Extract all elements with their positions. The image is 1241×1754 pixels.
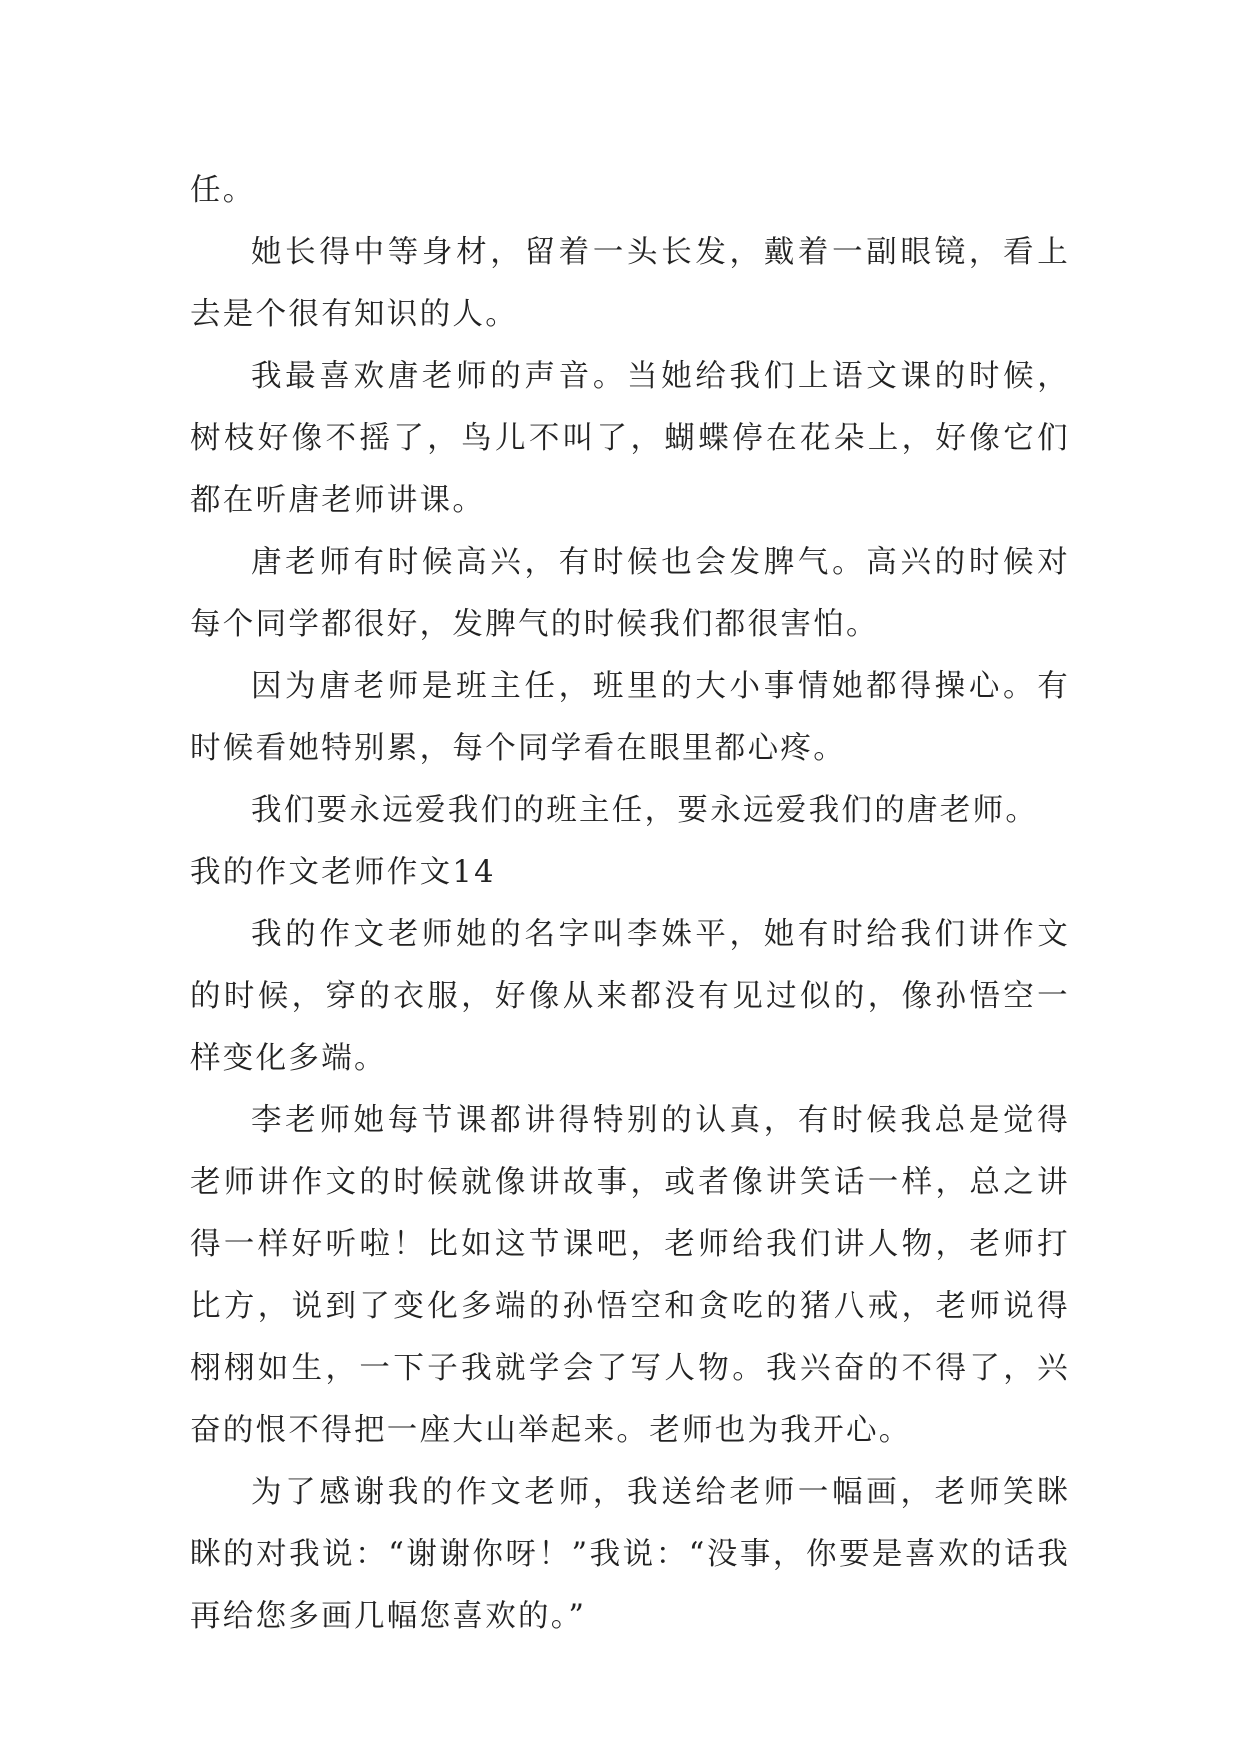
paragraph-teaching: 李老师她每节课都讲得特别的认真，有时候我总是觉得老师讲作文的时候就像讲故事，或者像讲笑话一样，总之讲得一样好听啦！比如这节课吧，老师给我们讲人物，老师打比方，说到了变化多端的孙悟空和贪吃的猪八戒，老师说得栩栩如生，一下子我就学会了写人物。我兴奋的不得了，兴奋的恨不得把一座大山举起来。老师也为我开心。 — [190, 1103, 1070, 1448]
paragraph-gift: 为了感谢我的作文老师，我送给老师一幅画，老师笑眯眯的对我说：“谢谢你呀！”我说：“没事，你要是喜欢的话我再给您多画几幅您喜欢的。” — [190, 1475, 1070, 1634]
essay-heading: 我的作文老师作文14 — [190, 855, 496, 890]
paragraph-teacher-name: 我的作文老师她的名字叫李姝平，她有时给我们讲作文的时候，穿的衣服，好像从来都没有见过似的，像孙悟空一样变化多端。 — [190, 917, 1070, 1076]
paragraph-voice: 我最喜欢唐老师的声音。当她给我们上语文课的时候，树枝好像不摇了，鸟儿不叫了，蝴蝶停在花朵上，好像它们都在听唐老师讲课。 — [190, 359, 1070, 518]
paragraph-love: 我们要永远爱我们的班主任，要永远爱我们的唐老师。 — [251, 793, 1039, 828]
paragraph-temper: 唐老师有时候高兴，有时候也会发脾气。高兴的时候对每个同学都很好，发脾气的时候我们都很害怕。 — [190, 545, 1070, 642]
paragraph-continuation: 任。 — [190, 173, 256, 208]
paragraph-head-teacher: 因为唐老师是班主任，班里的大小事情她都得操心。有时候看她特别累，每个同学看在眼里都心疼。 — [190, 669, 1070, 766]
paragraph-appearance: 她长得中等身材，留着一头长发，戴着一副眼镜，看上去是个很有知识的人。 — [190, 235, 1070, 332]
document-body — [190, 160, 1070, 1648]
